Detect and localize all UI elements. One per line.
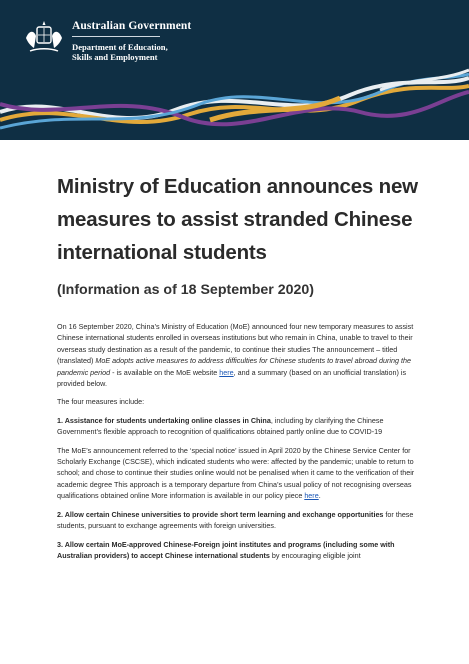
department-name-line2: Skills and Employment <box>72 52 158 62</box>
measure-1-detail: The MoE’s announcement referred to the ‘special notice’ issued in April 2020 by the Chinese Service Center for Scholarly Exchange (CSCSE), which indicated students who were: affected by the pandemic; unable to return to school; and chose to continue their studies online would not be penalised when it came to the verification of their academic degree This approach is a temporary departure from China’s usual policy of not recognising overseas qualifications obtained online More information is available in our policy piece here. <box>57 445 415 501</box>
measure-1: 1. Assistance for students undertaking online classes in China, including by clarifying the Chinese Government’s flexible approach to recognition of qualifications obtained partly online due to COVID-19 <box>57 415 384 437</box>
header-banner <box>0 0 469 140</box>
measure-2: 2. Allow certain Chinese universities to provide short term learning and exchange opportunities for these students, pursuant to exchange agreements with foreign universities. <box>57 509 414 531</box>
moe-website-link[interactable]: here <box>219 367 234 377</box>
document-body <box>57 321 417 568</box>
decorative-waves <box>0 0 469 140</box>
org-name: Australian Government <box>72 20 192 32</box>
measures-intro: The four measures include: <box>57 397 145 407</box>
page-subtitle: (Information as of 18 September 2020) <box>57 282 315 298</box>
government-wordmark <box>72 20 191 62</box>
measure-3: 3. Allow certain MoE-approved Chinese-Foreign joint institutes and programs (including some with Australian providers) to accept Chinese international students by encouraging eligible joint <box>57 539 395 560</box>
coat-of-arms-icon <box>22 18 66 58</box>
page-title: Ministry of Education announces new measures to assist stranded Chinese international students <box>57 175 418 264</box>
intro-paragraph: On 16 September 2020, China’s Ministry of Education (MoE) announced four new temporary measures to assist Chinese international students enrolled in overseas institutions but who remain in China, unable to travel to their overseas study destination as a result of the pandemic, to continue their studies The announcement – titled (translated) MoE adopts active measures to address difficulties for Chinese students to travel abroad during the pandemic period - is available on the MoE website here, and a summary (based on an unofficial translation) is provided below. <box>57 322 414 389</box>
policy-piece-link[interactable]: here <box>304 491 319 501</box>
department-name-line1: Department of Education, <box>72 42 168 52</box>
wordmark-divider <box>72 36 160 37</box>
